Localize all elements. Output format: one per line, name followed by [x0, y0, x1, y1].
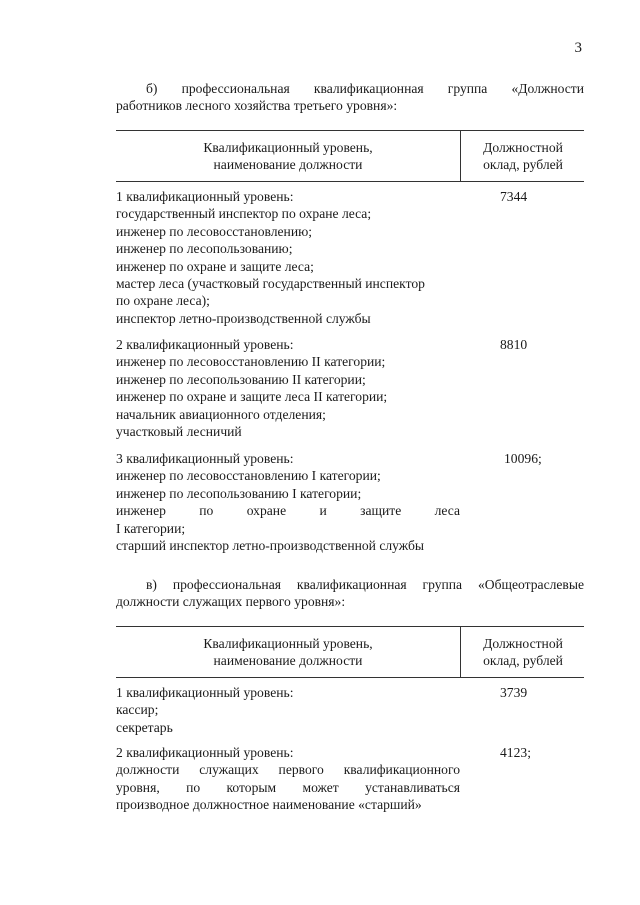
- position-list: [116, 744, 460, 814]
- position-item: по охране леса);: [116, 293, 210, 309]
- position-item: государственный инспектор по охране леса;: [116, 206, 372, 222]
- header-col1-line2: наименование должности: [213, 157, 363, 173]
- position-item: инженер по лесовосстановлению II категории;: [116, 354, 386, 370]
- page-number: 3: [574, 40, 582, 56]
- level-heading: 1 квалификационный уровень:: [116, 189, 294, 204]
- position-item: инженер по охране и защите леса: [116, 503, 460, 519]
- section-b-header-position: [116, 131, 460, 181]
- section-b-header-salary: [460, 131, 585, 181]
- section-b-intro: [116, 80, 584, 115]
- position-item: инженер по охране и защите леса II категории;: [116, 389, 388, 405]
- position-item: производное должностное наименование «старший»: [116, 797, 422, 813]
- section-c-table: [116, 626, 584, 856]
- position-item: инспектор летно-производственной службы: [116, 310, 371, 326]
- position-item: участковый лесничий: [116, 424, 242, 440]
- level-heading: 1 квалификационный уровень:: [116, 685, 294, 700]
- section-b-table: [116, 130, 584, 560]
- salary-value: 7344: [500, 189, 528, 204]
- position-item: начальник авиационного отделения;: [116, 406, 326, 422]
- header-col1-line2: наименование должности: [213, 653, 363, 669]
- position-list: [116, 188, 460, 327]
- position-list: [116, 336, 460, 440]
- position-item: инженер по охране и защите леса;: [116, 258, 314, 274]
- position-item: должности служащих первого квалификационного: [116, 762, 460, 778]
- level-heading: 2 квалификационный уровень:: [116, 337, 294, 352]
- header-col2-line1: Должностной: [483, 140, 563, 155]
- position-item: инженер по лесовосстановлению I категории;: [116, 468, 381, 484]
- position-list: [116, 450, 460, 554]
- position-list: [116, 684, 460, 736]
- position-item: инженер по лесопользованию;: [116, 241, 293, 257]
- position-item: кассир;: [116, 702, 159, 718]
- salary-value: 4123;: [500, 745, 531, 760]
- position-item: старший инспектор летно-производственной службы: [116, 538, 425, 554]
- position-item: инженер по лесопользованию II категории;: [116, 371, 366, 387]
- salary-value: 3739: [500, 685, 528, 700]
- section-c-header-salary: [460, 627, 585, 677]
- section-b-table-header: [116, 130, 584, 182]
- level-heading: 2 квалификационный уровень:: [116, 745, 294, 760]
- header-col1-line1: Квалификационный уровень,: [203, 636, 373, 651]
- header-col1-line1: Квалификационный уровень,: [203, 140, 373, 155]
- position-item: мастер леса (участковый государственный инспектор: [116, 276, 425, 292]
- position-item: уровня, по которым может устанавливаться: [116, 779, 460, 795]
- position-item: инженер по лесопользованию I категории;: [116, 485, 362, 501]
- position-item: секретарь: [116, 719, 173, 735]
- section-c-intro-line2: должности служащих первого уровня»:: [116, 594, 346, 610]
- section-b-intro-line2: работников лесного хозяйства третьего уровня»:: [116, 98, 398, 114]
- salary-value: 8810: [500, 337, 528, 352]
- section-c-intro: [116, 576, 584, 611]
- level-heading: 3 квалификационный уровень:: [116, 451, 294, 466]
- header-col2-line1: Должностной: [483, 636, 563, 651]
- header-col2-line2: оклад, рублей: [483, 157, 563, 173]
- position-item: инженер по лесовосстановлению;: [116, 223, 313, 239]
- position-item: I категории;: [116, 520, 186, 536]
- header-col2-line2: оклад, рублей: [483, 653, 563, 669]
- section-b-intro-line1: б) профессиональная квалификационная группа «Должности: [146, 81, 584, 96]
- section-c-header-position: [116, 627, 460, 677]
- section-c-table-header: [116, 626, 584, 678]
- section-c-intro-line1: в) профессиональная квалификационная группа «Общеотраслевые: [146, 577, 584, 592]
- salary-value: 10096;: [504, 451, 542, 466]
